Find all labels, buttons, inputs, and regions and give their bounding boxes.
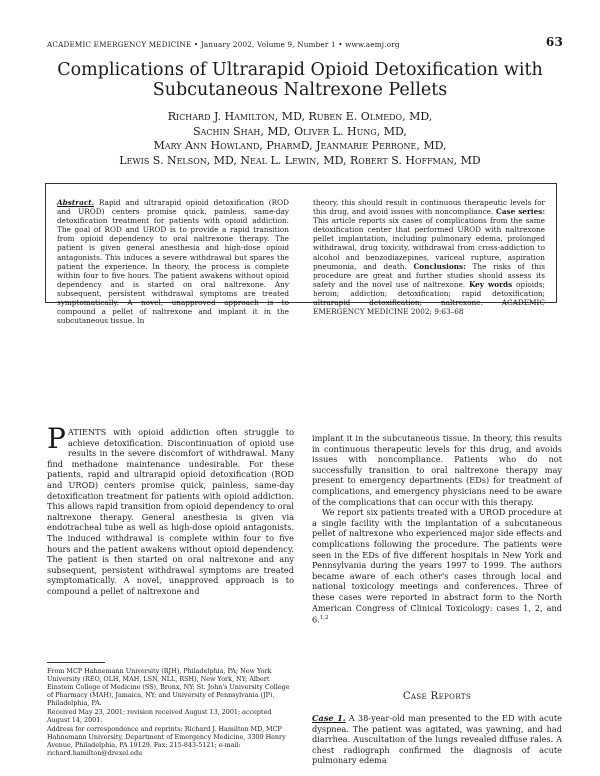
title-line-1: Complications of Ultrarapid Opioid Detoxification with xyxy=(57,60,543,80)
paragraph-text: We report six patients treated with a UROD procedure at a single facility with the implantation of a subcutaneous pellet of naltrexone who experienced major side effects and complications following the procedure. The patients were seen in the EDs of five different hospitals in New York and Pennsylvania during the years 1997 to 1999. The authors became aware of each other's cases through local and national toxicology meetings and conferences. Three of these cases were reported in abstract form to the North American Congress of Clinical Toxicology: cases 1, 2, and 6. xyxy=(312,507,562,625)
author-list xyxy=(40,110,560,168)
abstract-text: theory, this should result in continuous therapeutic levels for this drug, and avoid issues with noncompliance. xyxy=(313,198,545,217)
body-right-column xyxy=(312,433,562,625)
abstract-text: The risks of this procedure are great and further studies should assess its safety and the novel use of naltrexone. xyxy=(313,261,545,289)
case-series-label: Case series: xyxy=(496,207,546,217)
journal-citation: ACADEMIC EMERGENCY MEDICINE • January 2002, Volume 9, Number 1 • www.aemj.org xyxy=(47,40,400,49)
abstract-box xyxy=(45,183,557,326)
case-text: A 38-year-old man presented to the ED with acute dyspnea. The patient was agitated, was yawning, and had diarrhea. Auscultation of the lungs revealed diffuse rales. A chest radiograph confirmed the diagnosis of acute pulmonary edema xyxy=(312,713,562,766)
abstract-text: This article reports six cases of complications from the same detoxification center that performed UROD with naltrexone pellet implantation, including pulmonary edema, prolonged withdrawal, drug toxicity, withdrawal from cross-addiction to alcohol and benzodiazepines, variceal rupture, aspiration pneumonia, and death. xyxy=(313,216,545,271)
running-header xyxy=(47,37,563,51)
article-title xyxy=(40,60,560,100)
abstract-text: Rapid and ultrarapid opioid detoxification (ROD and UROD) centers promise quick, painless, same-day detoxification treatment for patients with opioid addiction. The goal of ROD and UROD is to provide a rapid transition from opioid dependency to oral naltrexone therapy. The patient is given general anesthesia and high-dose opioid antagonists. This induces a severe withdrawal but spares the patient the experience. In theory, the process is complete within four to five hours. The patient awakens without opioid dependency and is started on oral naltrexone. Any subsequent, persistent withdrawal symptoms are treated symptomatically. A novel, unapproved approach is to compound a pellet of naltrexone and implant it in the subcutaneous tissue. In xyxy=(57,198,289,326)
citation-superscript: 1,2 xyxy=(319,615,329,622)
paragraph xyxy=(312,507,562,625)
paragraph-text: with opioid addiction often struggle to achieve detoxification. Discontinuation of opioid use results in the severe discomfort of withdrawal. Many find methadone maintenance undesirable. For these patients, rapid and ultrarapid opioid detoxification (ROD and UROD) centers promise quick, painless, same-day detoxification treatment for patients with opioid addiction. This allows rapid transition from opioid dependency to oral naltrexone therapy. General anesthesia is given via endotracheal tube as well as high-dose opioid antagonists. The induced withdrawal is complete within four to five hours and the patient awakens without opioid dependency. The patient is then started on oral naltrexone and any subsequent, persistent withdrawal symptoms are treated symptomatically. A novel, unapproved approach is to compound a pellet of naltrexone and xyxy=(47,427,294,596)
author-line: Richard J. Hamilton, MD, Ruben E. Olmedo, MD, xyxy=(167,110,433,123)
footnote-divider xyxy=(47,662,105,663)
section-heading: Case Reports xyxy=(402,691,472,702)
abstract-label: Abstract. xyxy=(57,198,95,207)
correspondence-footnote: Address for correspondence and reprints: Richard J. Hamilton MD, MCP Hahnemann University, Department of Emergency Medicine, 3300 Henry Avenue, Philadelphia, PA 19129. Fax: 215-843-5121; e-mail: richard.hamilton@drexel.edu xyxy=(47,724,286,757)
paragraph: implant it in the subcutaneous tissue. In theory, this results in continuous therapeutic levels for this drug, and avoids issues with noncompliance. Patients who do not successfully transition to oral naltrexone therapy may present to emergency departments (EDs) for treatment of complications, and emergency physicians need to be aware of the complications that can occur with this therapy. xyxy=(312,433,562,507)
lead-word: ATIENTS xyxy=(67,427,107,437)
intro-paragraph xyxy=(47,422,294,597)
case-1-paragraph xyxy=(312,713,562,766)
drop-cap: P xyxy=(47,422,66,455)
abstract-right-column xyxy=(313,198,545,316)
affiliation-footnote: From MCP Hahnemann University (RJH), Philadelphia, PA; New York University (REO, OLH, MAH, LSN, NLL, RSH), New York, NY; Albert Einstein College of Medicine (SS), Bronx, NY; St. John's University College of Pharmacy (MAH), Jamaica, NY; and University of Pennsylvania (JP), Philadelphia, PA. xyxy=(47,667,290,708)
case-label: Case 1. xyxy=(312,713,346,723)
footnotes xyxy=(47,667,295,758)
title-line-2: Subcutaneous Naltrexone Pellets xyxy=(152,80,448,100)
body-left-column xyxy=(47,422,294,597)
conclusions-label: Conclusions: xyxy=(413,261,466,271)
abstract-left-column xyxy=(57,198,289,325)
keywords-label: Key words xyxy=(468,279,513,289)
received-footnote: Received May 23, 2001; revision received August 13, 2001; accepted August 14, 2001. xyxy=(47,707,272,725)
author-line: Lewis S. Nelson, MD, Neal L. Lewin, MD, Robert S. Hoffman, MD xyxy=(119,153,481,167)
keywords-text: opioids; heroin; addiction; detoxification; rapid detoxification; ultrarapid detoxification; naltrexone. ACADEMIC EMERGENCY MEDICINE 2002; 9:63–68 xyxy=(313,279,545,317)
author-line: Sachin Shah, MD, Oliver L. Hung, MD, xyxy=(193,124,407,138)
author-line: Mary Ann Howland, PharmD, Jeanmarie Perrone, MD, xyxy=(153,139,447,152)
page-number: 63 xyxy=(545,35,563,49)
